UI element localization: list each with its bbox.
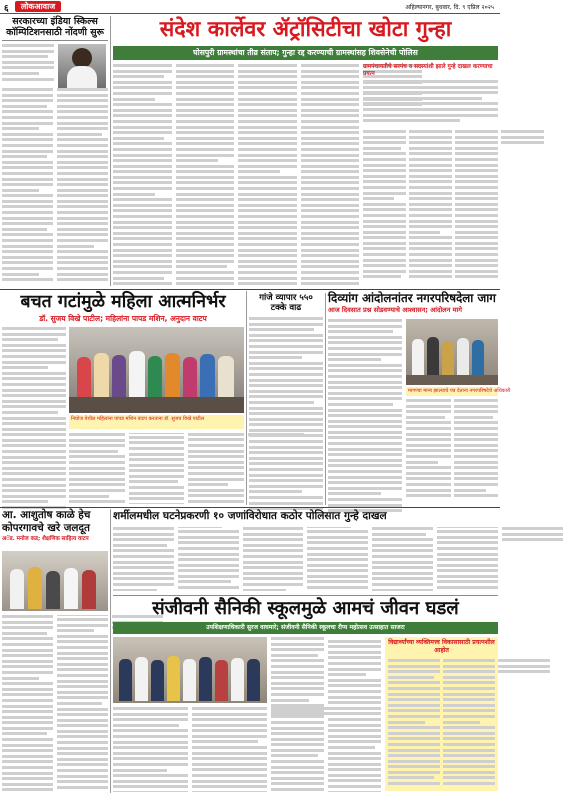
selfhelp-photo-caption: निघोज येथील महिलांना पापड मशिन वाटप करताना डॉ. सुजय विखे पाटील bbox=[71, 416, 205, 422]
brand-text: लोकआवाज bbox=[20, 2, 56, 11]
falsecase-body bbox=[113, 527, 498, 591]
falsecase-story bbox=[113, 509, 498, 593]
skills-body-main bbox=[2, 88, 108, 284]
selfhelp-body-left bbox=[2, 327, 66, 503]
atrocity-body bbox=[113, 64, 359, 286]
sanjivani-sidebar-box bbox=[385, 637, 498, 791]
skills-story bbox=[2, 16, 108, 286]
jaldut-story bbox=[2, 509, 108, 793]
selfhelp-photo-caption-box bbox=[69, 415, 244, 429]
protest-subheadline: आज दिवसात प्रश्न सोडवण्याचे आश्वासन; आंदोलन मागे bbox=[328, 306, 462, 314]
sanjivani-photo bbox=[113, 637, 267, 703]
sanjivani-subheadline: उपशिक्षणाधिकारी सुरज वाघमारे; संजीवनी सैनिकी स्कूलचा रौप्य महोत्सव उत्साहात साजरा bbox=[206, 624, 405, 631]
protest-photo-caption-box bbox=[406, 387, 511, 396]
sanjivani-body-left bbox=[113, 707, 267, 791]
atrocity-subheadline: घोसपुरी ग्रामस्थांचा तीव्र संताप; गुन्हा रद्द करण्याची ग्रामस्थांसह शिवसेनेची पोलिस bbox=[193, 48, 418, 57]
jaldut-photo bbox=[2, 551, 108, 611]
atrocity-subhead-banner bbox=[113, 46, 498, 60]
atrocity-box-body-2 bbox=[363, 130, 498, 280]
protest-story bbox=[328, 291, 511, 505]
falsecase-headline: शर्मीलमधील घटनेप्रकरणी १० जणांविरोधात कठोर पोलिसात गुन्हे दाखल bbox=[113, 510, 387, 522]
selfhelp-subheadline: डॉ. सुजय विखे पाटील; महिलांना पापड मशिन, अनुदान वाटप bbox=[39, 314, 207, 323]
selfhelp-headline: बचत गटांमुळे महिला आत्मनिर्भर bbox=[20, 292, 226, 312]
jaldut-body bbox=[2, 615, 108, 791]
atrocity-box-title: ग्रामपंचायतीचे सरपंच व सदस्यांशी झाले गुन्हे दाखल करण्याचा प्रयत्न bbox=[363, 64, 493, 77]
sanjivani-subhead-banner bbox=[113, 622, 498, 634]
ganja-headline-2: टक्के वाढ bbox=[270, 303, 302, 313]
selfhelp-photo bbox=[69, 327, 244, 413]
protest-headline: दिव्यांग आंदोलनांतर नगरपरिषदेला जाग bbox=[328, 291, 496, 305]
protest-photo-caption: मागण्या मान्य झाल्याचे पत्र देताना नगरपरिषदेचे अधिकारी bbox=[408, 388, 511, 394]
page-number: ६ bbox=[4, 4, 9, 14]
skills-headline: सरकारच्या इंडिया स्किल्स कॉम्पिटिशनसाठी नोंदणी सुरू bbox=[6, 16, 104, 38]
atrocity-story bbox=[113, 16, 498, 288]
brand-logo bbox=[15, 1, 61, 12]
atrocity-photo-box bbox=[363, 64, 498, 286]
dateline: अहिल्यानगर, बुधवार, दि. ९ एप्रिल २०२५ bbox=[405, 4, 494, 11]
atrocity-box-body bbox=[363, 80, 498, 126]
protest-body-left bbox=[328, 319, 402, 503]
protest-body-right bbox=[406, 399, 498, 503]
jaldut-headline: आ. आशुतोष काळे हेच कोपरगावचे खरे जलदूत bbox=[2, 509, 91, 534]
sanjivani-story bbox=[113, 597, 498, 793]
portrait-photo bbox=[58, 44, 106, 88]
atrocity-headline: संदेश कार्लेवर ॲट्रॉसिटीचा खोटा गुन्हा bbox=[159, 17, 452, 42]
protest-photo bbox=[406, 319, 498, 385]
ganja-body bbox=[249, 317, 323, 503]
selfhelp-body-right bbox=[69, 433, 244, 503]
jaldut-byline: अॅड. मनोज कड; शैक्षणिक साहित्य वाटप bbox=[2, 536, 89, 542]
sanjivani-box-body bbox=[388, 659, 495, 787]
masthead bbox=[0, 0, 500, 14]
sanjivani-headline: संजीवनी सैनिकी स्कूलमुळे आमचं जीवन घडलं bbox=[152, 598, 459, 619]
sanjivani-box-title: विद्यार्थ्यांच्या व्यक्तिमत्त्व विकासासाठी प्रयत्नशील आहोत bbox=[388, 639, 495, 654]
selfhelp-story bbox=[2, 291, 244, 505]
skills-body-col1 bbox=[2, 44, 54, 84]
ganja-story bbox=[249, 293, 323, 507]
ganja-headline: गांजे व्यापार ५५० bbox=[259, 293, 313, 303]
